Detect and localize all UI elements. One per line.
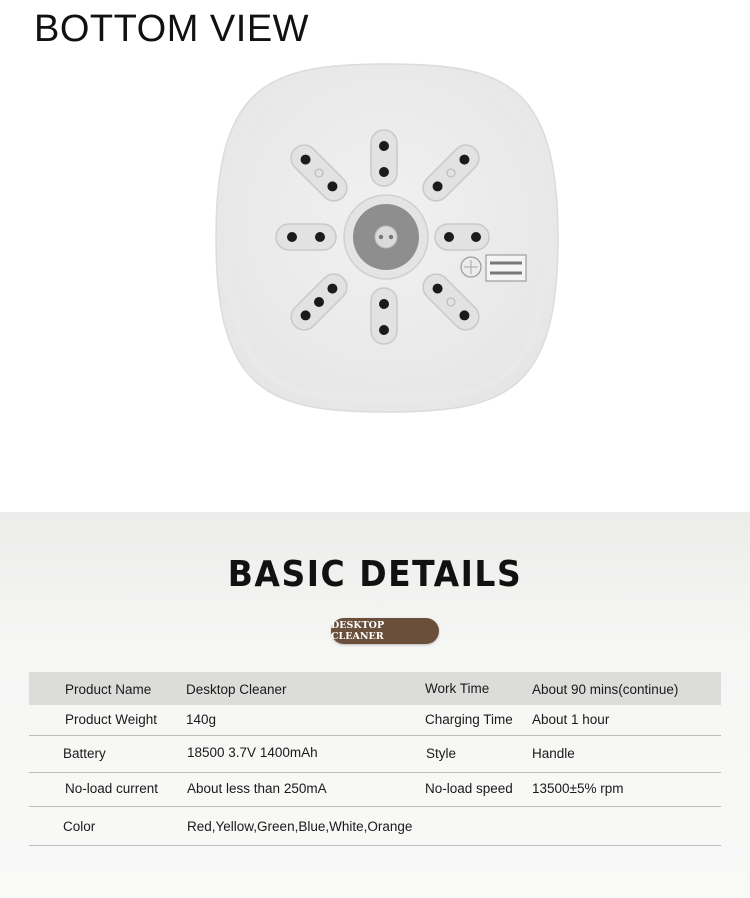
spec-label: Battery — [63, 746, 106, 761]
spec-label: Work Time — [425, 681, 490, 696]
center-hub — [344, 195, 428, 279]
spec-value: About less than 250mA — [187, 781, 327, 796]
spec-value: 140g — [186, 712, 217, 727]
table-row — [29, 705, 721, 736]
spec-label: No-load speed — [425, 781, 513, 796]
table-row — [29, 773, 721, 807]
device-illustration — [206, 62, 568, 418]
foot-top — [371, 130, 397, 186]
spec-value: Desktop Cleaner — [186, 682, 287, 697]
table-row — [29, 807, 721, 846]
spec-value: 13500±5% rpm — [532, 781, 624, 796]
foot-bottom — [371, 288, 397, 344]
foot-left — [276, 224, 336, 250]
spec-label: Product Weight — [65, 712, 158, 727]
spec-label: Charging Time — [425, 712, 513, 727]
spec-label: Color — [63, 819, 96, 834]
device-bottom-image — [206, 62, 568, 418]
spec-label: No-load current — [65, 781, 159, 796]
page-title: BOTTOM VIEW — [34, 8, 310, 50]
spec-value: About 90 mins(continue) — [532, 682, 679, 697]
product-badge: DESKTOP CLEANER — [331, 618, 439, 644]
spec-value: 18500 3.7V 1400mAh — [187, 745, 318, 760]
table-row — [29, 672, 721, 705]
section-title: BASIC DETAILS — [227, 552, 523, 595]
foot-right — [435, 224, 489, 250]
table-row — [29, 736, 721, 773]
spec-value: Red,Yellow,Green,Blue,White,Orange — [187, 819, 413, 834]
spec-value: Handle — [532, 746, 575, 761]
spec-label: Product Name — [65, 682, 152, 697]
spec-table — [29, 672, 721, 846]
spec-value: About 1 hour — [532, 712, 610, 727]
spec-label: Style — [426, 746, 457, 761]
